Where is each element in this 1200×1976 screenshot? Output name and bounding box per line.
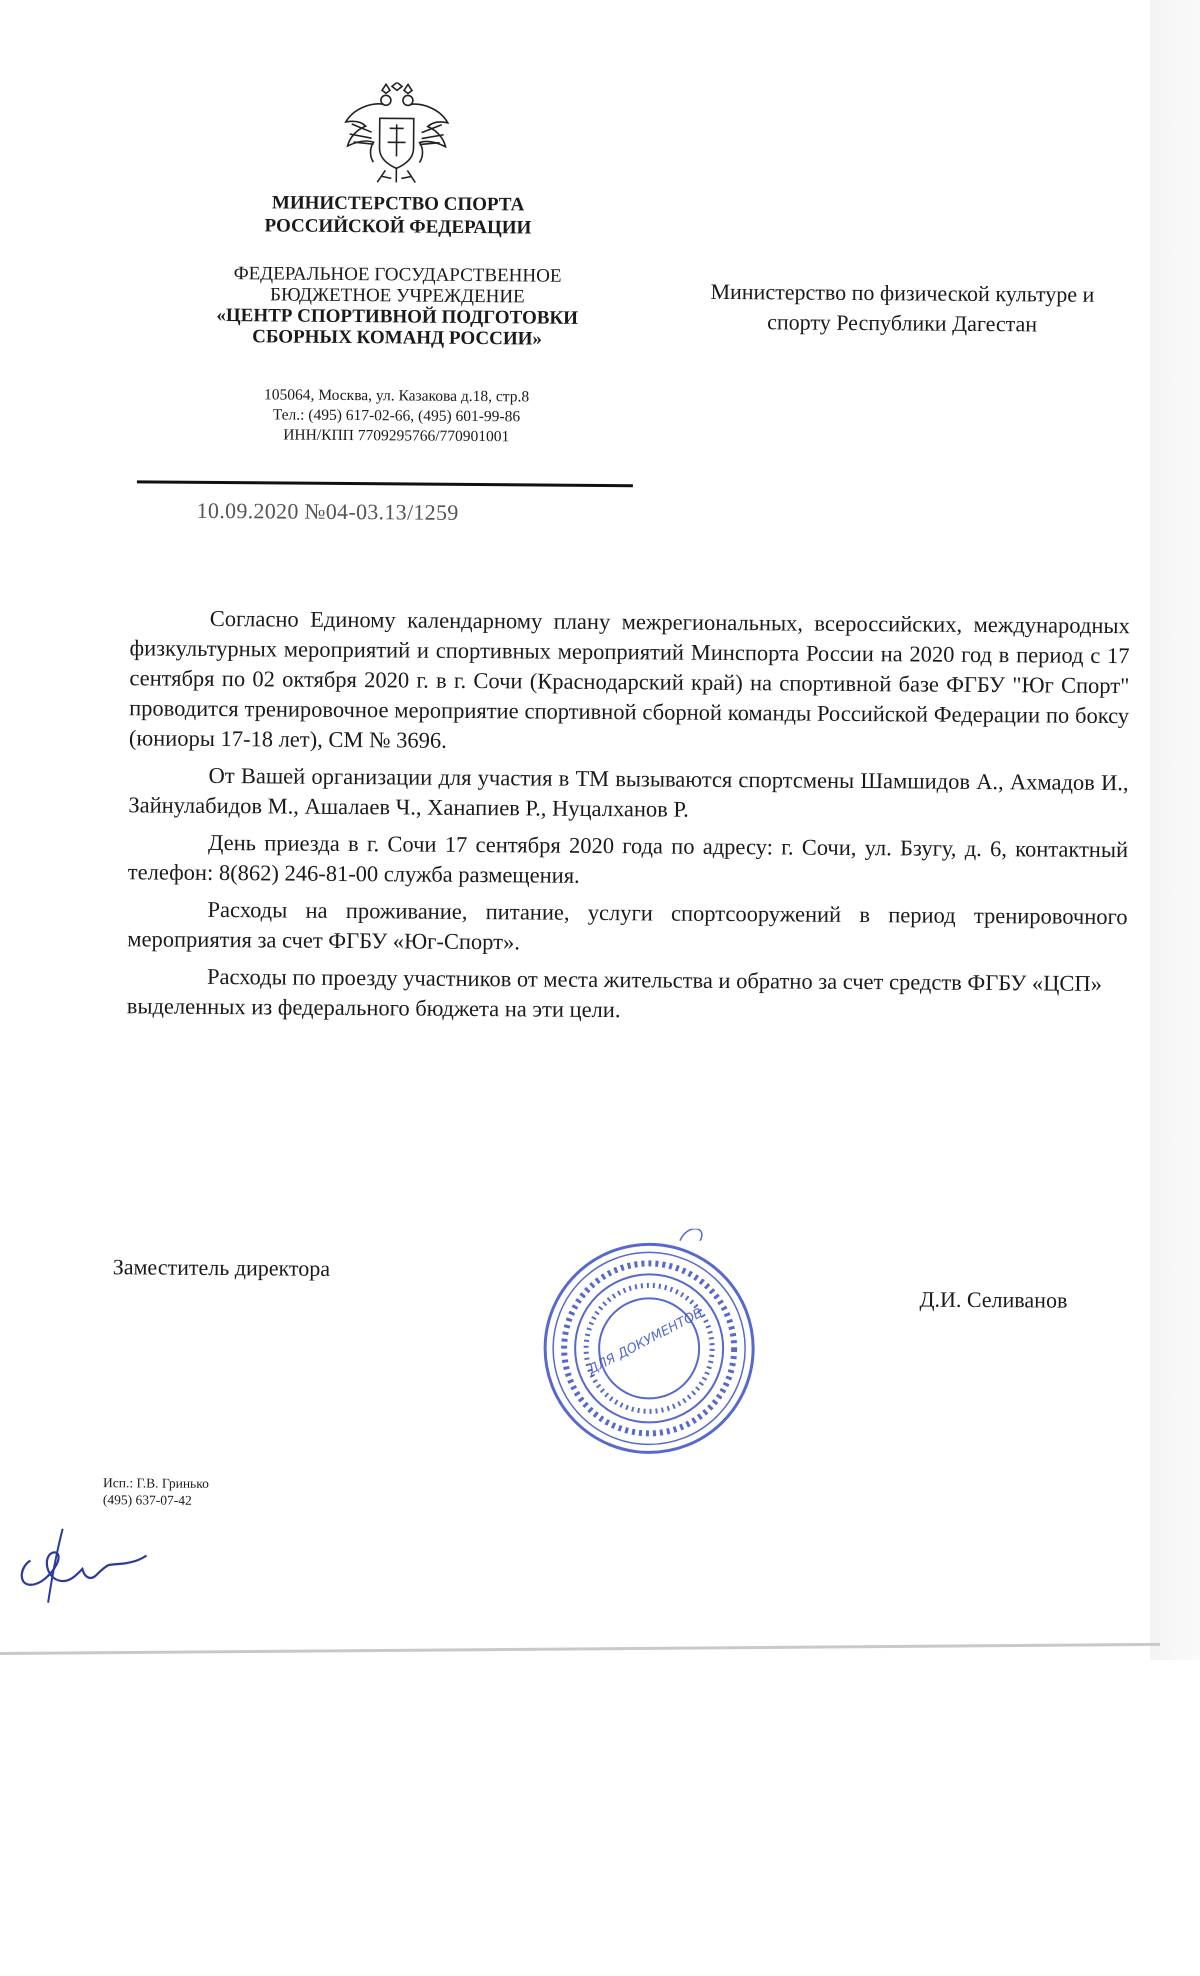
official-stamp [528, 1227, 770, 1465]
stamp-text-top: ДЛЯ ДОКУМЕНТОВ [585, 1305, 706, 1378]
recipient-line-1: Министерство по физической культуре и [710, 278, 1095, 307]
org-line-1: ФЕДЕРАЛЬНОЕ ГОСУДАРСТВЕННОЕ [233, 263, 562, 287]
executor-name: Исп.: Г.В. Гринько [102, 1475, 209, 1491]
paragraph-3: День приезда в г. Сочи 17 сентября 2020 года по адресу: г. Сочи, ул. Бзугу, д. 6, контактный телефон: 8(862) 246-81-00 служба размещения. [127, 829, 1129, 888]
organization-contacts [171, 385, 621, 449]
signatory-name: Д.И. Селиванов [919, 1286, 1068, 1313]
paragraph-5: Расходы по проезду участников от места жительства и обратно за счет средств ФГБУ «ЦСП» выделенных из федерального бюджета на эти цели. [126, 963, 1103, 1023]
registration-number: 10.09.2020 №04-03.13/1259 [196, 497, 459, 525]
org-address: 105064, Москва, ул. Казакова д.18, стр.8 [263, 386, 530, 406]
ministry-line-1: МИНИСТЕРСТВО СПОРТА [271, 192, 525, 216]
paragraph-4: Расходы на проживание, питание, услуги спортсооружений в период тренировочного мероприятия за счет ФГБУ «Юг-Спорт». [127, 896, 1128, 955]
org-inn: ИНН/КПП 7709295766/770901001 [283, 426, 510, 446]
handwritten-signature [12, 1520, 153, 1611]
letter-body [127, 603, 1130, 1036]
org-line-2: БЮДЖЕТНОЕ УЧРЕЖДЕНИЕ [269, 284, 525, 308]
paragraph-2: От Вашей организации для участия в ТМ вызываются спортсмены Шамшидов А., Ахмадов И., Зайнулабидов М., Ашалаев Ч., Ханапиев Р., Нуцалханов Р. [128, 762, 1129, 822]
org-line-3: «ЦЕНТР СПОРТИВНОЙ ПОДГОТОВКИ [216, 304, 579, 329]
executor-phone: (495) 637-07-42 [102, 1492, 192, 1508]
recipient-line-2: спорту Республики Дагестан [767, 309, 1038, 337]
org-line-4: СБОРНЫХ КОМАНД РОССИИ» [252, 326, 543, 350]
ministry-header [173, 191, 623, 241]
paragraph-1: Согласно Единому календарному плану межрегиональных, всероссийских, международных физкультурных мероприятий и спортивных мероприятий Минспорта России на 2020 год в период с 17 сентября по 02 октября 2020 г. в г. Сочи (Краснодарский край) на спортивной базе ФГБУ "Юг Спорт" проводится тренировочное мероприятие спортивной сборной команды Российской Федерации по боксу (юниоры 17-18 лет), СМ № 3696. [128, 605, 1130, 753]
header-divider [137, 480, 633, 487]
executor-info [103, 1474, 209, 1509]
coat-of-arms-icon [341, 82, 452, 187]
organization-header [172, 263, 623, 351]
signatory-title: Заместитель директора [112, 1254, 331, 1281]
ministry-line-2: РОССИЙСКОЙ ФЕДЕРАЦИИ [264, 215, 532, 239]
org-phone: Тел.: (495) 617-02-66, (495) 601-99-86 [272, 406, 521, 426]
recipient-block [652, 276, 1152, 340]
